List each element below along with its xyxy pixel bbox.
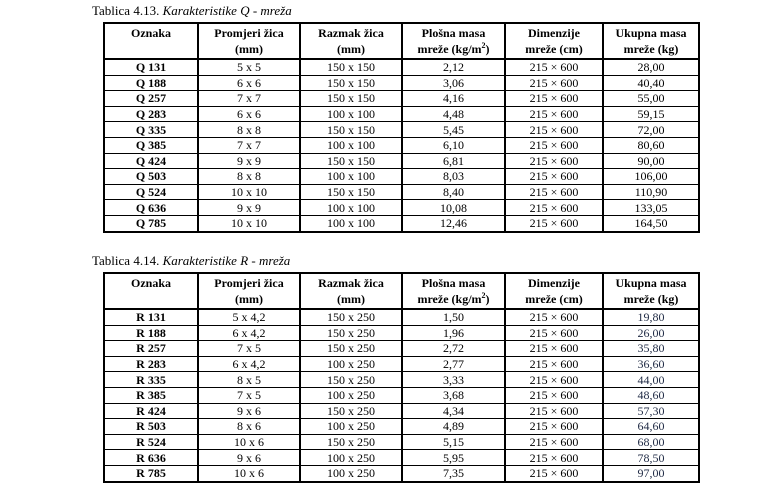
cell-oznaka: Q 636: [104, 200, 198, 216]
cell-razmak-zica: 150 x 250: [300, 403, 402, 419]
cell-dimenzije: 215 × 600: [505, 59, 603, 75]
cell-dimenzije: 215 × 600: [505, 403, 603, 419]
cell-ukupna-masa: 57,30: [603, 403, 699, 419]
cell-plosna-masa: 3,06: [402, 75, 505, 91]
cell-plosna-masa: 1,50: [402, 309, 505, 325]
table-row: [104, 372, 699, 388]
cell-oznaka: R 188: [104, 325, 198, 341]
column-header-dimenzije: [505, 273, 603, 309]
cell-dimenzije: 215 × 600: [505, 106, 603, 122]
table-caption-r: [92, 254, 290, 268]
cell-dimenzije: 215 × 600: [505, 91, 603, 107]
cell-ukupna-masa: 97,00: [603, 465, 699, 481]
cell-razmak-zica: 100 x 250: [300, 450, 402, 466]
cell-oznaka: R 283: [104, 356, 198, 372]
header-line-2: mreže (cm): [525, 42, 583, 56]
cell-promjeri-zica: 10 x 10: [198, 184, 300, 200]
table-row: [104, 341, 699, 357]
table-row: [104, 169, 699, 185]
header-line-2: mreže (kg): [623, 42, 679, 56]
table-row: [104, 91, 699, 107]
cell-dimenzije: 215 × 600: [505, 419, 603, 435]
table-row: [104, 325, 699, 341]
cell-plosna-masa: 8,40: [402, 184, 505, 200]
cell-plosna-masa: 1,96: [402, 325, 505, 341]
cell-oznaka: R 785: [104, 465, 198, 481]
column-header-oznaka: [104, 23, 198, 59]
table-row: [104, 184, 699, 200]
cell-ukupna-masa: 26,00: [603, 325, 699, 341]
cell-ukupna-masa: 90,00: [603, 153, 699, 169]
header-line-1: Razmak žica: [318, 26, 384, 40]
caption-prefix: Tablica 4.13.: [92, 3, 160, 18]
q-mesh-table: [103, 22, 700, 233]
header-line-2: (mm): [235, 42, 263, 56]
cell-promjeri-zica: 10 x 6: [198, 434, 300, 450]
cell-promjeri-zica: 8 x 8: [198, 169, 300, 185]
table-row: [104, 465, 699, 481]
cell-oznaka: R 424: [104, 403, 198, 419]
cell-razmak-zica: 150 x 150: [300, 153, 402, 169]
cell-oznaka: R 503: [104, 419, 198, 435]
cell-ukupna-masa: 164,50: [603, 215, 699, 231]
cell-razmak-zica: 150 x 150: [300, 59, 402, 75]
cell-razmak-zica: 150 x 250: [300, 309, 402, 325]
cell-promjeri-zica: 9 x 6: [198, 403, 300, 419]
header-line-2: mreže (kg/m: [417, 292, 482, 306]
cell-ukupna-masa: 68,00: [603, 434, 699, 450]
cell-oznaka: R 257: [104, 341, 198, 357]
cell-oznaka: Q 283: [104, 106, 198, 122]
header-line-1: Oznaka: [130, 276, 171, 290]
table-row: [104, 75, 699, 91]
cell-promjeri-zica: 7 x 7: [198, 91, 300, 107]
caption-title: Karakteristike R - mreža: [162, 253, 291, 268]
cell-dimenzije: 215 × 600: [505, 341, 603, 357]
header-line-2: (mm): [337, 292, 365, 306]
cell-oznaka: R 524: [104, 434, 198, 450]
cell-promjeri-zica: 6 x 4,2: [198, 325, 300, 341]
table-row: [104, 434, 699, 450]
header-line-2: (mm): [235, 292, 263, 306]
cell-promjeri-zica: 8 x 6: [198, 419, 300, 435]
cell-plosna-masa: 3,33: [402, 372, 505, 388]
cell-razmak-zica: 100 x 100: [300, 106, 402, 122]
header-line-1: Promjeri žica: [214, 276, 284, 290]
cell-ukupna-masa: 59,15: [603, 106, 699, 122]
cell-razmak-zica: 100 x 250: [300, 356, 402, 372]
cell-razmak-zica: 150 x 250: [300, 372, 402, 388]
cell-promjeri-zica: 10 x 6: [198, 465, 300, 481]
cell-oznaka: R 385: [104, 387, 198, 403]
table-caption-q: [92, 4, 292, 18]
cell-oznaka: R 131: [136, 310, 166, 325]
cell-plosna-masa: 4,89: [402, 419, 505, 435]
header-line-2: (mm): [337, 42, 365, 56]
column-header-promjeri-zica: [198, 273, 300, 309]
header-line-1: Plošna masa: [421, 276, 486, 290]
table-row: [104, 403, 699, 419]
cell-razmak-zica: 150 x 150: [300, 122, 402, 138]
cell-razmak-zica: 150 x 150: [300, 75, 402, 91]
cell-dimenzije: 215 × 600: [505, 215, 603, 231]
cell-oznaka: R 335: [104, 372, 198, 388]
column-header-promjeri-zica: [198, 23, 300, 59]
cell-dimenzije: 215 × 600: [505, 200, 603, 216]
cell-oznaka: Q 131: [135, 60, 167, 75]
cell-ukupna-masa: 48,60: [603, 387, 699, 403]
header-superscript: 2: [481, 291, 486, 300]
cell-plosna-masa: 2,12: [402, 59, 505, 75]
table-row: [104, 356, 699, 372]
cell-promjeri-zica: 9 x 9: [198, 153, 300, 169]
cell-plosna-masa: 4,34: [402, 403, 505, 419]
cell-oznaka: Q 785: [104, 215, 198, 231]
column-header-ukupna-masa: [603, 23, 699, 59]
cell-dimenzije: 215 × 600: [505, 122, 603, 138]
cell-oznaka: Q 503: [104, 169, 198, 185]
cell-ukupna-masa: 19,80: [603, 309, 699, 325]
header-row: [104, 273, 699, 309]
cell-ukupna-masa: 35,80: [603, 341, 699, 357]
cell-promjeri-zica: 8 x 8: [198, 122, 300, 138]
caption-prefix: Tablica 4.14.: [92, 253, 163, 268]
cell-promjeri-zica: 7 x 7: [198, 137, 300, 153]
column-header-dimenzije: [505, 23, 603, 59]
header-line-1: Razmak žica: [318, 276, 384, 290]
cell-dimenzije: 215 × 600: [505, 465, 603, 481]
cell-dimenzije: 215 × 600: [505, 75, 603, 91]
cell-dimenzije: 215 × 600: [505, 169, 603, 185]
cell-razmak-zica: 100 x 100: [300, 215, 402, 231]
cell-plosna-masa: 2,72: [402, 341, 505, 357]
cell-promjeri-zica: 6 x 6: [198, 75, 300, 91]
cell-ukupna-masa: 55,00: [603, 91, 699, 107]
cell-oznaka: Q 385: [104, 137, 198, 153]
cell-ukupna-masa: 28,00: [603, 59, 699, 75]
cell-razmak-zica: 150 x 150: [300, 91, 402, 107]
header-line-2: mreže (kg): [623, 292, 679, 306]
cell-promjeri-zica: 5 x 4,2: [198, 309, 300, 325]
cell-dimenzije: 215 × 600: [505, 372, 603, 388]
header-line-1: Dimenzije: [528, 26, 580, 40]
cell-promjeri-zica: 10 x 10: [198, 215, 300, 231]
cell-dimenzije: 215 × 600: [505, 184, 603, 200]
cell-plosna-masa: 4,48: [402, 106, 505, 122]
table-row: [104, 387, 699, 403]
table-row: [104, 59, 699, 75]
cell-ukupna-masa: 40,40: [603, 75, 699, 91]
header-line-2-end: ): [485, 292, 490, 306]
cell-ukupna-masa: 44,00: [603, 372, 699, 388]
cell-ukupna-masa: 80,60: [603, 137, 699, 153]
cell-promjeri-zica: 7 x 5: [198, 341, 300, 357]
caption-title: Karakteristike Q - mreža: [162, 3, 292, 18]
cell-ukupna-masa: 36,60: [603, 356, 699, 372]
table-row: [104, 137, 699, 153]
cell-dimenzije: 215 × 600: [505, 309, 603, 325]
column-header-plosna-masa: [402, 23, 505, 59]
cell-plosna-masa: 6,10: [402, 137, 505, 153]
cell-razmak-zica: 100 x 250: [300, 419, 402, 435]
column-header-plosna-masa: [402, 273, 505, 309]
cell-oznaka: Q 335: [104, 122, 198, 138]
cell-dimenzije: 215 × 600: [505, 325, 603, 341]
cell-ukupna-masa: 133,05: [603, 200, 699, 216]
header-line-1: Ukupna masa: [615, 26, 687, 40]
cell-oznaka: Q 257: [104, 91, 198, 107]
header-line-1: Oznaka: [130, 26, 171, 40]
cell-ukupna-masa: 78,50: [603, 450, 699, 466]
table-row: [104, 309, 699, 325]
cell-razmak-zica: 100 x 250: [300, 387, 402, 403]
header-line-1: Plošna masa: [421, 26, 486, 40]
table-row: [104, 215, 699, 231]
cell-plosna-masa: 2,77: [402, 356, 505, 372]
column-header-razmak-zica: [300, 23, 402, 59]
cell-plosna-masa: 5,95: [402, 450, 505, 466]
cell-promjeri-zica: 9 x 9: [198, 200, 300, 216]
r-mesh-table: [103, 272, 700, 483]
cell-razmak-zica: 150 x 150: [300, 184, 402, 200]
header-row: [104, 23, 699, 59]
header-line-2: mreže (cm): [525, 292, 583, 306]
column-header-oznaka: [104, 273, 198, 309]
table-row: [104, 106, 699, 122]
cell-razmak-zica: 150 x 250: [300, 434, 402, 450]
header-line-1: Ukupna masa: [615, 276, 687, 290]
cell-oznaka: Q 188: [104, 75, 198, 91]
cell-ukupna-masa: 106,00: [603, 169, 699, 185]
cell-promjeri-zica: 9 x 6: [198, 450, 300, 466]
cell-razmak-zica: 100 x 250: [300, 465, 402, 481]
cell-ukupna-masa: 64,60: [603, 419, 699, 435]
cell-dimenzije: 215 × 600: [505, 434, 603, 450]
cell-razmak-zica: 150 x 250: [300, 325, 402, 341]
header-superscript: 2: [481, 41, 486, 50]
cell-dimenzije: 215 × 600: [505, 356, 603, 372]
header-line-1: Dimenzije: [528, 276, 580, 290]
cell-plosna-masa: 8,03: [402, 169, 505, 185]
header-line-2-end: ): [485, 42, 490, 56]
cell-plosna-masa: 5,15: [402, 434, 505, 450]
column-header-razmak-zica: [300, 273, 402, 309]
cell-dimenzije: 215 × 600: [505, 387, 603, 403]
header-line-1: Promjeri žica: [214, 26, 284, 40]
cell-oznaka: Q 524: [104, 184, 198, 200]
table-row: [104, 153, 699, 169]
cell-razmak-zica: 100 x 100: [300, 200, 402, 216]
cell-promjeri-zica: 6 x 4,2: [198, 356, 300, 372]
cell-razmak-zica: 150 x 250: [300, 341, 402, 357]
cell-promjeri-zica: 5 x 5: [198, 59, 300, 75]
cell-plosna-masa: 10,08: [402, 200, 505, 216]
cell-dimenzije: 215 × 600: [505, 137, 603, 153]
header-line-2: mreže (kg/m: [417, 42, 482, 56]
column-header-ukupna-masa: [603, 273, 699, 309]
cell-oznaka: R 636: [104, 450, 198, 466]
cell-plosna-masa: 6,81: [402, 153, 505, 169]
cell-ukupna-masa: 72,00: [603, 122, 699, 138]
cell-plosna-masa: 12,46: [402, 215, 505, 231]
cell-plosna-masa: 4,16: [402, 91, 505, 107]
cell-razmak-zica: 100 x 100: [300, 169, 402, 185]
table-row: [104, 200, 699, 216]
cell-razmak-zica: 100 x 100: [300, 137, 402, 153]
cell-dimenzije: 215 × 600: [505, 153, 603, 169]
cell-promjeri-zica: 7 x 5: [198, 387, 300, 403]
cell-plosna-masa: 7,35: [402, 465, 505, 481]
cell-promjeri-zica: 8 x 5: [198, 372, 300, 388]
cell-dimenzije: 215 × 600: [505, 450, 603, 466]
cell-oznaka: Q 424: [104, 153, 198, 169]
table-row: [104, 122, 699, 138]
table-row: [104, 450, 699, 466]
table-row: [104, 419, 699, 435]
cell-promjeri-zica: 6 x 6: [198, 106, 300, 122]
cell-ukupna-masa: 110,90: [603, 184, 699, 200]
cell-plosna-masa: 3,68: [402, 387, 505, 403]
cell-plosna-masa: 5,45: [402, 122, 505, 138]
